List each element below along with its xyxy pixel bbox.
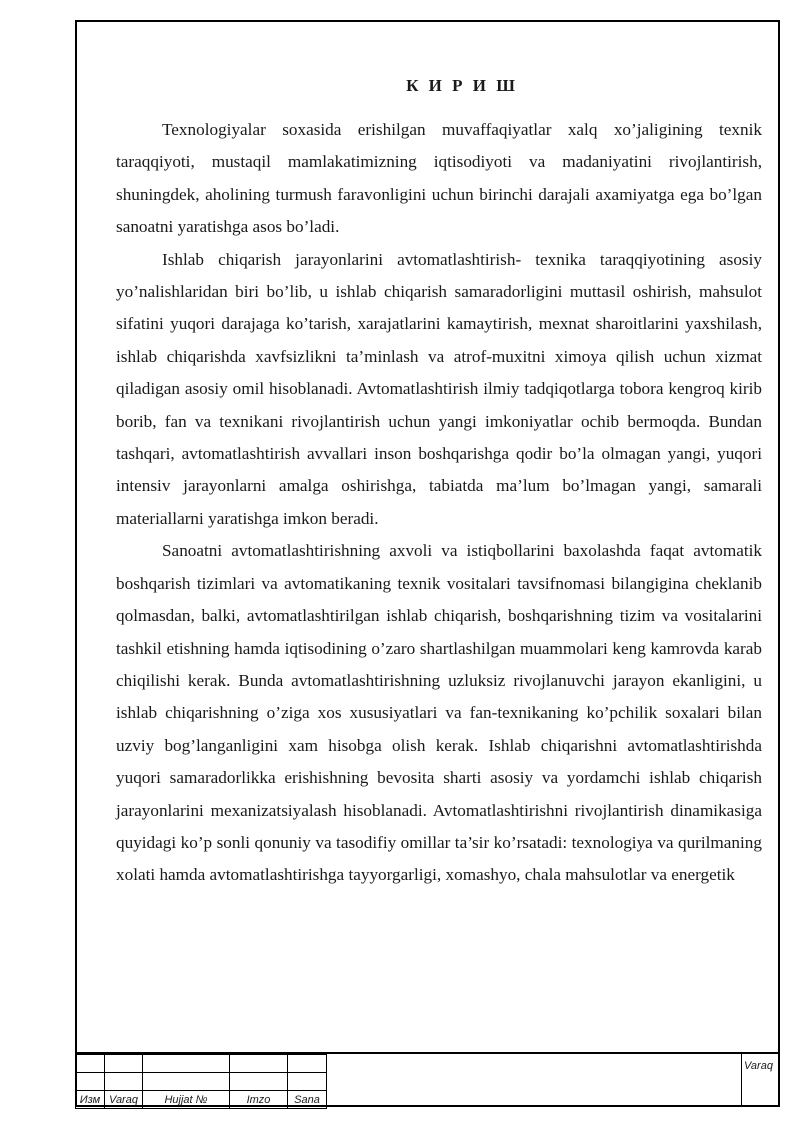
revision-cell [230, 1055, 288, 1073]
revision-cell [288, 1055, 327, 1073]
stamp-column-date: Sana [288, 1091, 327, 1109]
revision-cell [105, 1073, 143, 1091]
revision-cell [76, 1055, 105, 1073]
revision-cell [143, 1055, 230, 1073]
revision-cell [230, 1073, 288, 1091]
document-body [116, 114, 762, 892]
paragraph-3: Sanoatni avtomatlashtirishning axvoli va istiqbollarini baxolashda faqat avtomatik boshqarish tizimlari va avtomatikaning texnik vositalari tavsifnomasi bilangigina cheklanib qolmasdan, balki, avtomatlashtirilgan ishlab chiqarish, boshqarishning tizim va vositalarini tashkil etishning hamda iqtisodining o’zaro shartlashilgan muammolari keng kamrovda karab chiqilishi kerak. Bunda avtomatlashtirishning uzluksiz rivojlanuvchi jarayon ekanligini, u ishlab chiqarishning o’ziga xos xususiyatlari va fan-texnikaning ko’pchilik soxalari bilan uzviy bog’langanligini xam hisobga olish kerak. Ishlab chiqarishni avtomatlashtirishda yuqori samaradorlikka erishishning bevosita sharti asosiy va yordamchi ishlab chiqarish jarayonlarini mexanizatsiyalash hisoblanadi. Avtomatlashtirishni rivojlantirish dinamikasiga quyidagi ko’p sonli qonuniy va tasodifiy omillar ta’sir ko’rsatadi: texnologiya va qurilmaning xolati hamda avtomatlashtirishga tayyorgarligi, xomashyo, chala mahsulotlar va energetik [116, 541, 762, 885]
revision-cell [76, 1073, 105, 1091]
paragraph-2: Ishlab chiqarish jarayonlarini avtomatlashtirish- texnika taraqqiyotining asosiy yo’nalishlaridan biri bo’lib, u ishlab chiqarish samaradorligini muttasil oshirish, mahsulot sifatini yuqori darajaga ko’tarish, xarajatlarini kamaytirish, mexnat sharoitlarini yaxshilash, ishlab chiqarishda xavfsizlikni ta’minlash va atrof-muxitni ximoya qilish uchun xizmat qiladigan asosiy omil hisoblanadi. Avtomatlashtirish ilmiy tadqiqotlarga tobora kengroq kirib borib, fan va texnikani rivojlantirish uchun yangi imkoniyatlar ochib bermoqda. Bundan tashqari, avtomatlashtirish avvallari inson boshqarishga qodir bo’la olmagan yangi, yuqori intensiv jarayonlarni amalga oshirishga, tabiatda ma’lum bo’lmagan yangi, samarali materiallarni yaratishga imkon beradi. [116, 249, 762, 528]
title-block-designation [326, 1054, 742, 1107]
revision-table [75, 1054, 327, 1109]
revision-cell [143, 1073, 230, 1091]
stamp-column-varaq: Varaq [105, 1091, 143, 1109]
title-block [75, 1052, 780, 1107]
paragraph-1: Texnologiyalar soxasida erishilgan muvaffaqiyatlar xalq xo’jaligining texnik taraqqiyoti, mustaqil mamlakatimizning iqtisodiyoti va madaniyatini rivojlantirish, shuningdek, aholining turmush faravonligini uchun birinchi darajali axamiyatga ega bo’lgan sanoatni yaratishga asos bo’ladi. [116, 120, 762, 237]
sheet-label: Varaq [744, 1060, 773, 1072]
stamp-column-izm: Изм [76, 1091, 105, 1109]
stamp-column-document-number: Hujjat № [143, 1091, 230, 1109]
stamp-column-signature: Imzo [230, 1091, 288, 1109]
revision-cell [105, 1055, 143, 1073]
revision-cell [288, 1073, 327, 1091]
sheet-number-box [742, 1054, 780, 1107]
document-heading: К И Р И Ш [406, 76, 518, 95]
